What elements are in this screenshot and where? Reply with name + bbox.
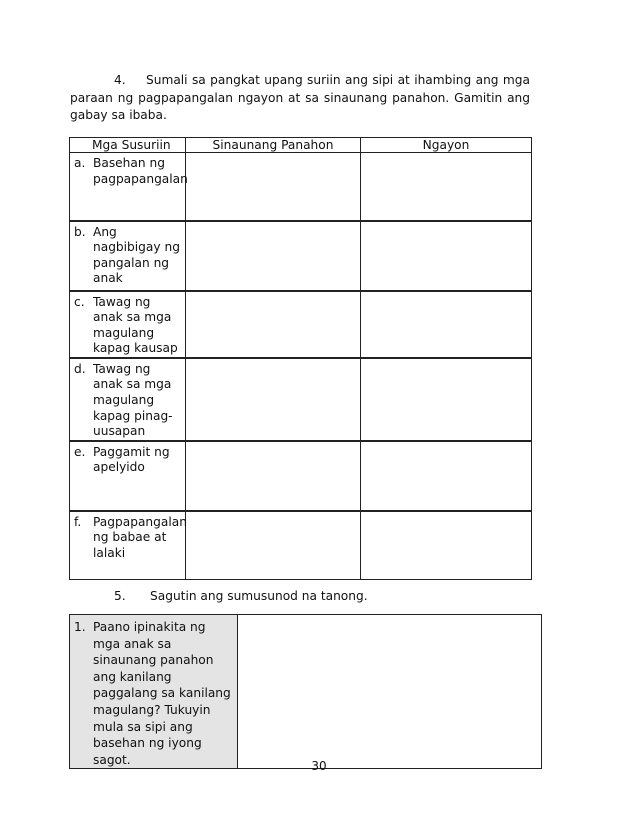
header-mga-susuriin: Mga Susuriin [70,138,186,153]
sinaunang-panahon-answer-cell[interactable] [186,511,361,580]
table-header-row [70,138,532,153]
table-row [70,153,532,221]
section-5-instruction [70,588,368,605]
comparison-table [69,137,532,580]
question-row [70,615,542,769]
row-label-cell [70,153,186,221]
row-letter: d. [74,361,86,376]
row-label: Tawag ng anak sa mga magulang kapag kausap [93,294,178,356]
row-label: Tawag ng anak sa mga magulang kapag pinag-uusapan [93,361,173,439]
section-5-number: 5. [114,589,126,603]
section-4-number: 4. [114,73,126,87]
table-row [70,511,532,580]
row-label: Pagpapangalan ng babae at lalaki [93,514,187,561]
ngayon-answer-cell[interactable] [361,441,532,511]
sinaunang-panahon-answer-cell[interactable] [186,291,361,358]
row-letter: f. [74,514,82,529]
row-letter: a. [74,156,86,170]
ngayon-answer-cell[interactable] [361,291,532,358]
question-cell [70,615,238,769]
question-table [69,614,542,769]
row-label: Basehan ng pagpapangalan [93,156,188,186]
answer-cell[interactable] [238,615,542,769]
row-label-cell [70,511,186,580]
sinaunang-panahon-answer-cell[interactable] [186,441,361,511]
sinaunang-panahon-answer-cell[interactable] [186,153,361,221]
ngayon-answer-cell[interactable] [361,221,532,291]
row-label-cell [70,358,186,441]
question-text: Paano ipinakita ng mga anak sa sinaunang panahon ang kanilang paggalang sa kanilang magulang? Tukuyin mula sa sipi ang basehan ng iyong sagot. [93,620,231,767]
ngayon-answer-cell[interactable] [361,358,532,441]
header-ngayon: Ngayon [361,138,532,153]
question-number: 1. [74,620,86,634]
section-5-text: Sagutin ang sumusunod na tanong. [150,589,368,603]
row-letter: c. [74,294,85,309]
sinaunang-panahon-answer-cell[interactable] [186,221,361,291]
row-label-cell [70,441,186,511]
table-row [70,221,532,291]
row-label: Paggamit ng apelyido [93,444,170,475]
sinaunang-panahon-answer-cell[interactable] [186,358,361,441]
table-row [70,291,532,358]
row-label-cell [70,221,186,291]
ngayon-answer-cell[interactable] [361,511,532,580]
section-4-instruction [70,72,530,125]
header-sinaunang-panahon: Sinaunang Panahon [186,138,361,153]
row-letter: b. [74,224,86,239]
row-label-cell [70,291,186,358]
row-letter: e. [74,444,86,459]
table-row [70,441,532,511]
table-row [70,358,532,441]
row-label: Ang nagbibigay ng pangalan ng anak [93,224,180,286]
section-4-text: Sumali sa pangkat upang suriin ang sipi at ihambing ang mga paraan ng pagpapangalan ngayon at sa sinaunang panahon. Gamitin ang gabay sa ibaba. [70,73,530,122]
ngayon-answer-cell[interactable] [361,153,532,221]
page-number: 30 [311,759,327,773]
